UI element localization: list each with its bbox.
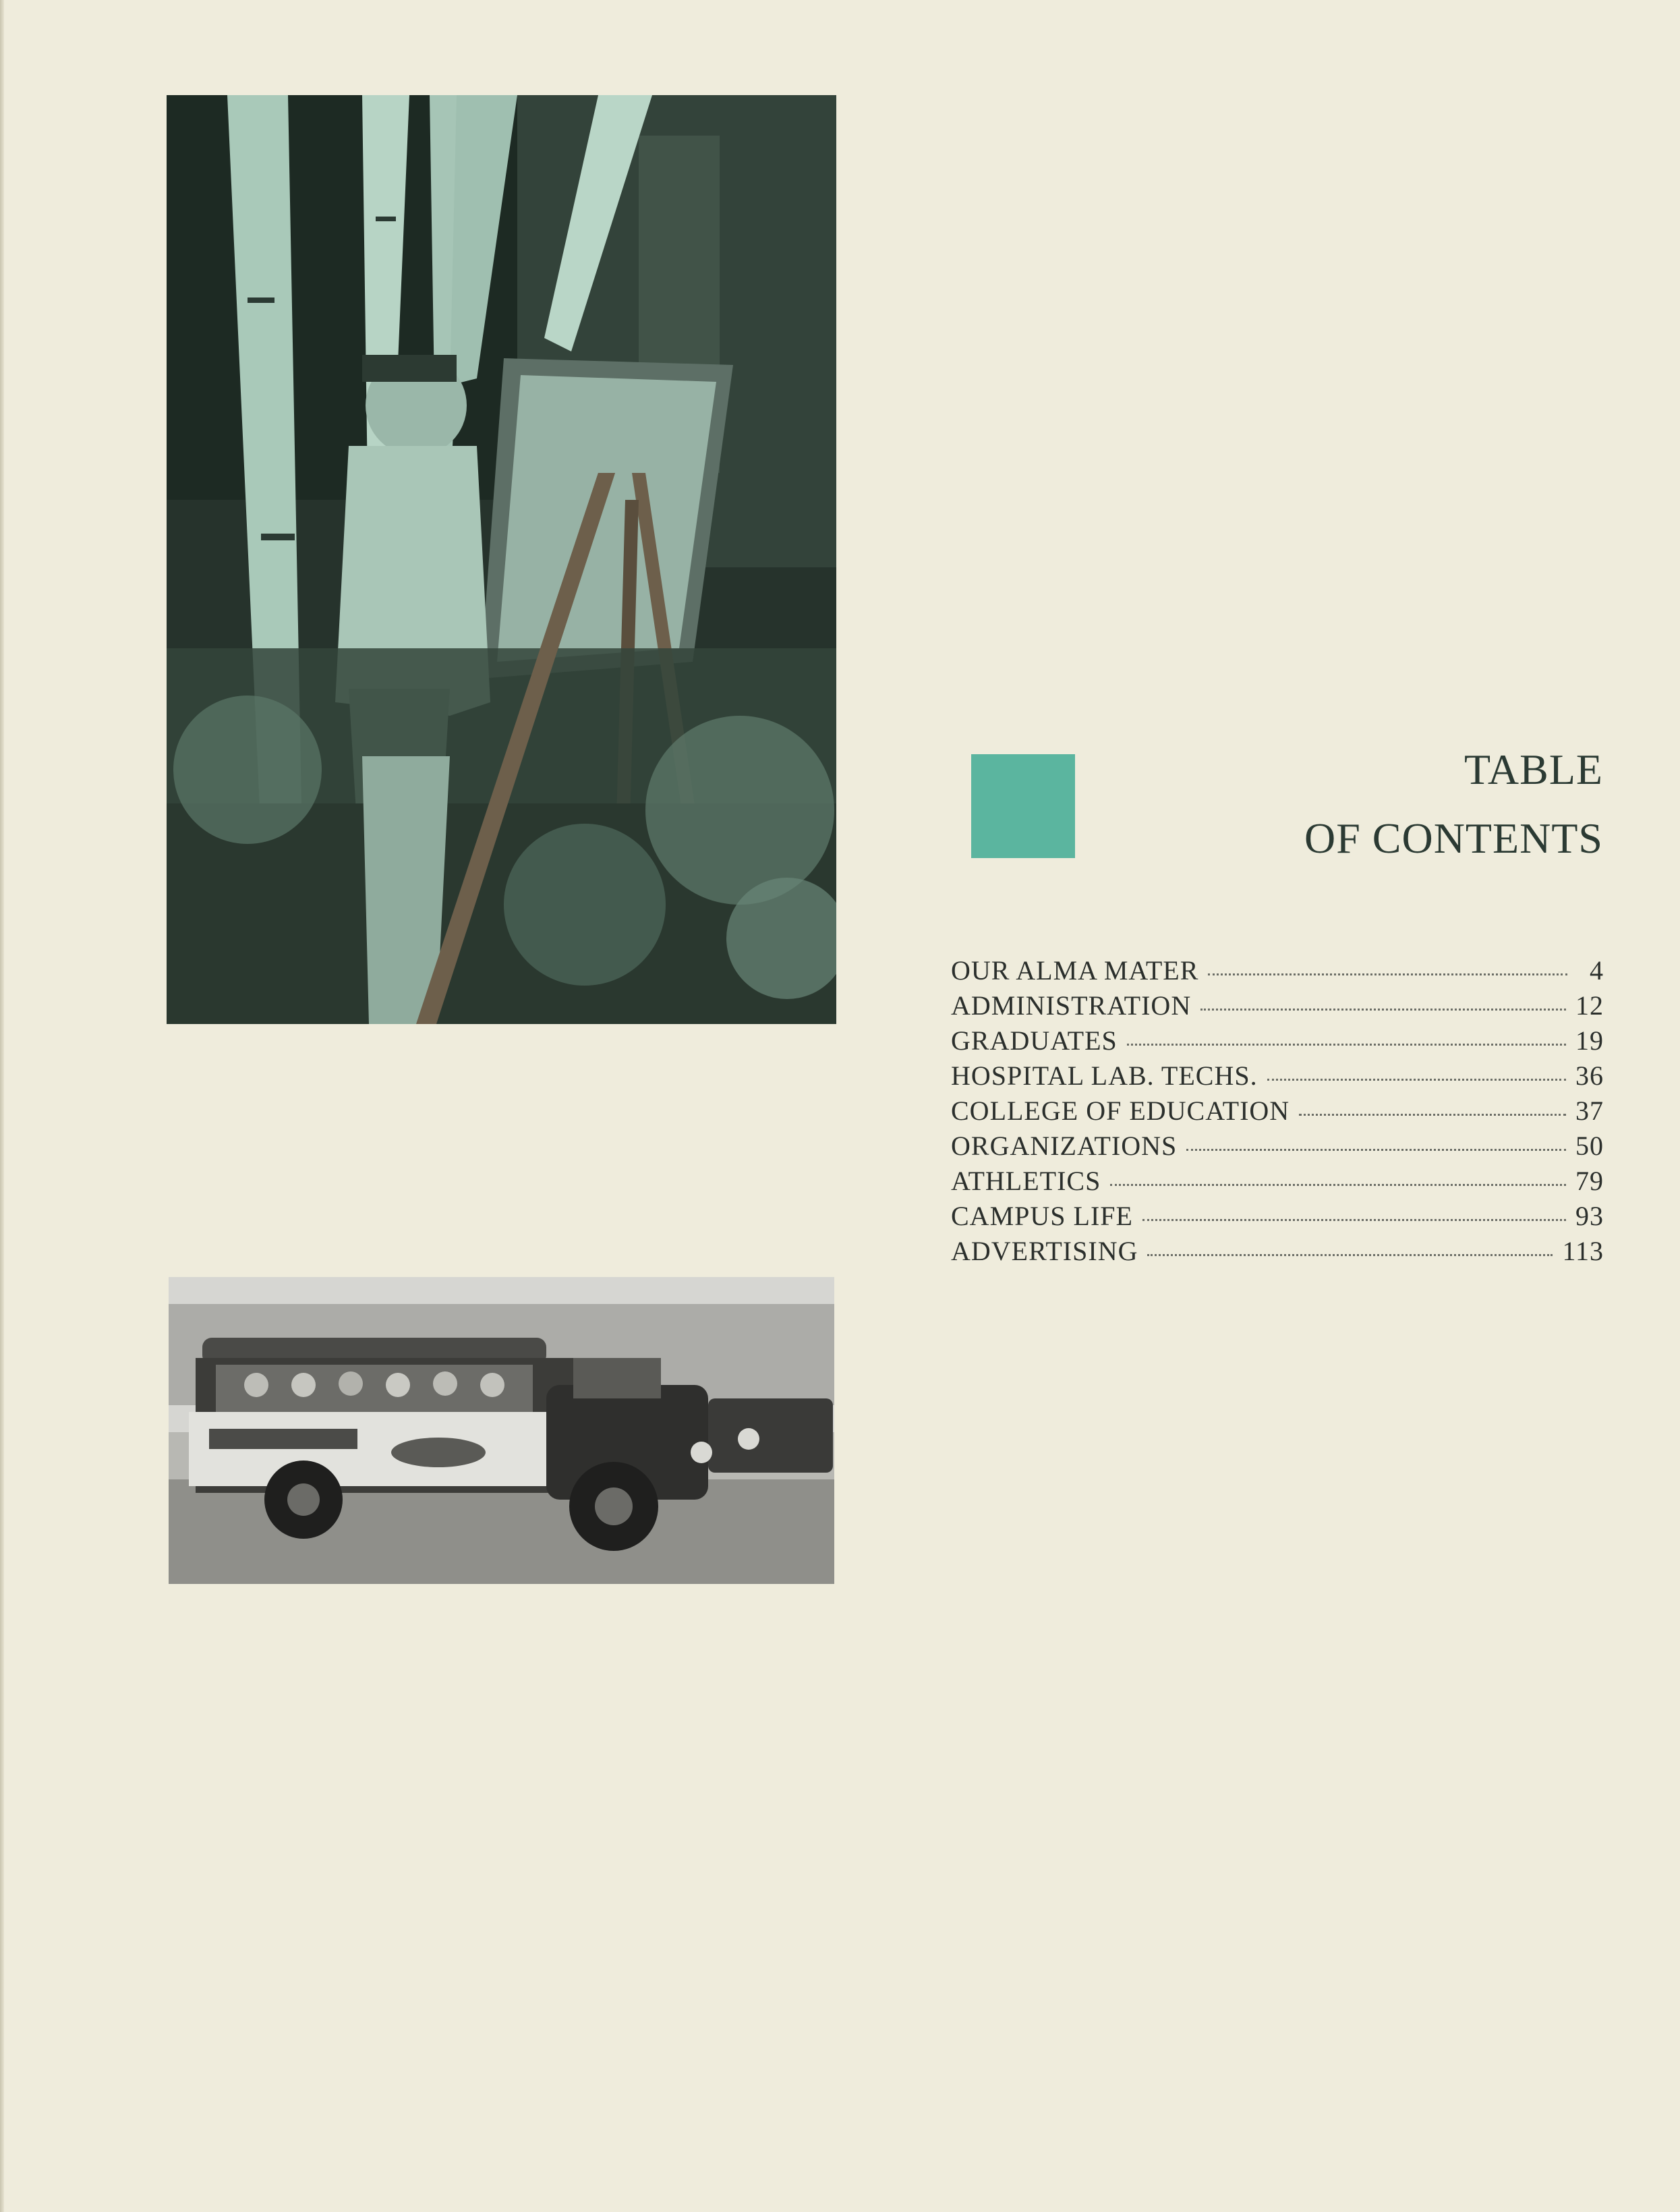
toc-entry-label: CAMPUS LIFE: [951, 1201, 1133, 1231]
bus-photo-image: [169, 1277, 834, 1584]
toc-entry-administration[interactable]: [951, 990, 1604, 1025]
toc-entry-label: HOSPITAL LAB. TECHS.: [951, 1060, 1258, 1091]
toc-entry-label: OUR ALMA MATER: [951, 955, 1199, 986]
dot-leader: [1147, 1254, 1553, 1256]
toc-entry-page: 93: [1575, 1201, 1604, 1231]
toc-entry-label: ATHLETICS: [951, 1166, 1101, 1196]
toc-title-line2: OF CONTENTS: [1304, 814, 1603, 862]
page-edge: [0, 0, 4, 2212]
toc-entry-label: ADVERTISING: [951, 1236, 1138, 1266]
toc-entry-advertising[interactable]: [951, 1235, 1604, 1270]
toc-entry-organizations[interactable]: [951, 1130, 1604, 1165]
accent-square: [971, 754, 1075, 858]
painter-photo-image: [167, 95, 836, 1024]
toc-entry-graduates[interactable]: [951, 1025, 1604, 1060]
toc-entry-our-alma-mater[interactable]: [951, 955, 1604, 990]
toc-entry-label: ORGANIZATIONS: [951, 1131, 1178, 1161]
dot-leader: [1299, 1114, 1566, 1116]
toc-entry-page: 79: [1575, 1166, 1604, 1196]
painter-photo: [167, 95, 836, 1024]
toc-list: [951, 955, 1604, 1270]
toc-entry-page: 36: [1575, 1060, 1604, 1091]
toc-entry-label: GRADUATES: [951, 1025, 1118, 1056]
toc-entry-label: ADMINISTRATION: [951, 990, 1192, 1021]
toc-title-line1: TABLE: [1464, 745, 1603, 793]
toc-entry-page: 37: [1575, 1096, 1604, 1126]
toc-entry-page: 12: [1575, 990, 1604, 1021]
dot-leader: [1200, 1009, 1566, 1011]
toc-entry-page: 19: [1575, 1025, 1604, 1056]
dot-leader: [1186, 1149, 1566, 1151]
dot-leader: [1110, 1184, 1566, 1186]
toc-entry-hospital-lab-techs[interactable]: [951, 1060, 1604, 1095]
dot-leader: [1208, 973, 1567, 975]
toc-entry-athletics[interactable]: [951, 1165, 1604, 1200]
dot-leader: [1142, 1219, 1566, 1221]
toc-entry-page: 113: [1562, 1236, 1604, 1266]
toc-entry-label: COLLEGE OF EDUCATION: [951, 1096, 1290, 1126]
dot-leader: [1267, 1079, 1566, 1081]
dot-leader: [1127, 1044, 1566, 1046]
bus-photo: [169, 1277, 834, 1584]
toc-entry-college-of-education[interactable]: [951, 1095, 1604, 1130]
toc-entry-page: 4: [1590, 955, 1604, 986]
toc-entry-page: 50: [1575, 1131, 1604, 1161]
toc-entry-campus-life[interactable]: [951, 1200, 1604, 1235]
